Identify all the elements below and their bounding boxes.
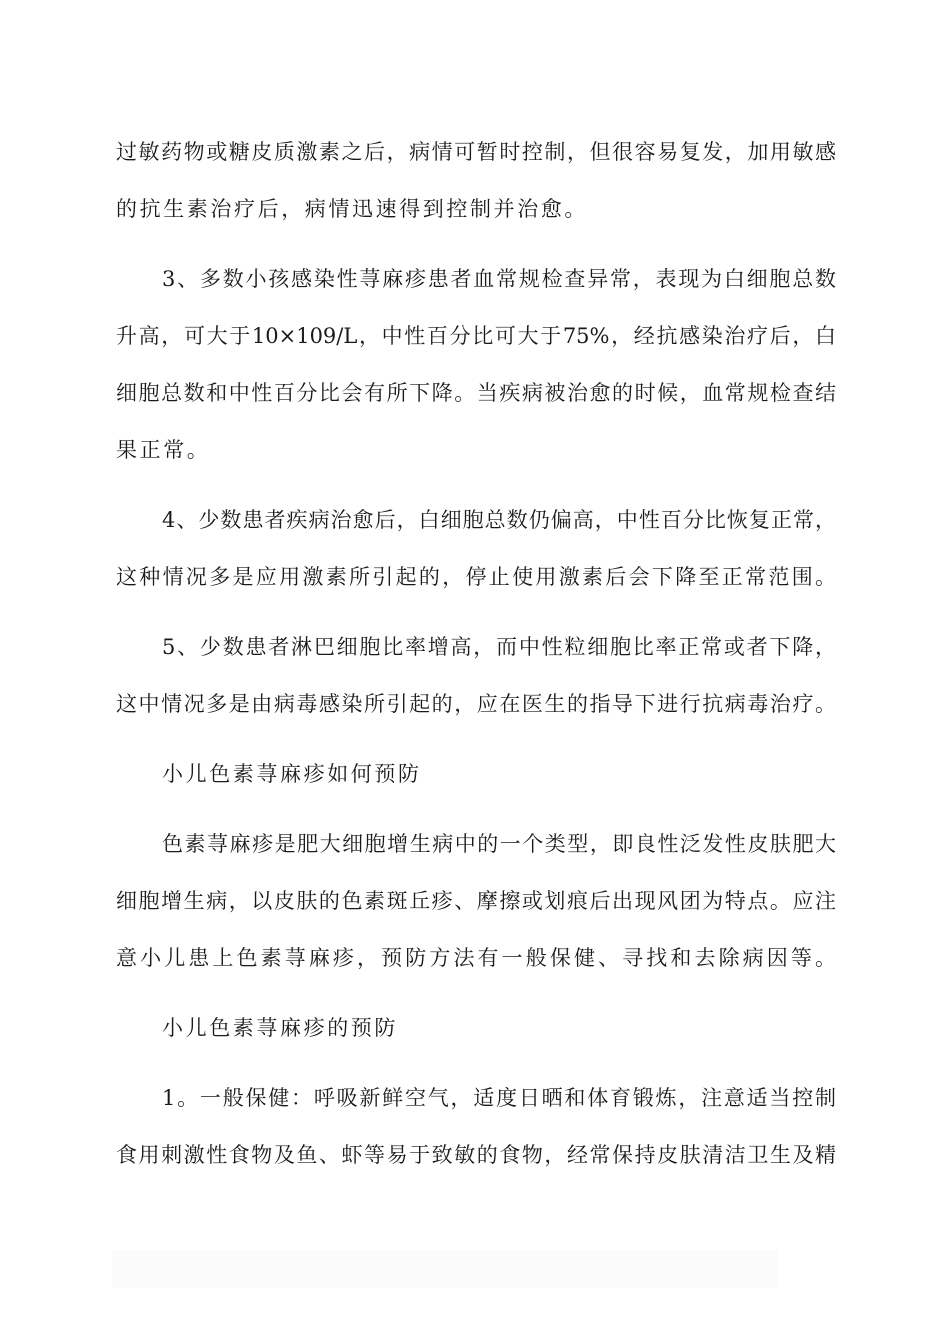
paragraph-line: 色素荨麻疹是肥大细胞增生病中的一个类型，即良性泛发性皮肤肥大 (162, 832, 836, 856)
paragraph-line: 细胞增生病，以皮肤的色素斑丘疹、摩擦或划痕后出现风团为特点。应注 (116, 889, 836, 913)
paragraph-line: 这中情况多是由病毒感染所引起的，应在医生的指导下进行抗病毒治疗。 (116, 692, 836, 716)
paragraph-line: 果正常。 (116, 438, 211, 462)
paragraph-line: 1。一般保健：呼吸新鲜空气，适度日晒和体育锻炼，注意适当控制 (162, 1086, 836, 1110)
paragraph-line: 食用刺激性食物及鱼、虾等易于致敏的食物，经常保持皮肤清洁卫生及精 (116, 1143, 836, 1167)
paragraph-line: 5、少数患者淋巴细胞比率增高，而中性粒细胞比率正常或者下降， (162, 635, 836, 659)
paragraph-line: 升高，可大于10×109/L，中性百分比可大于75%，经抗感染治疗后，白 (116, 324, 836, 348)
paragraph-line: 3、多数小孩感染性荨麻疹患者血常规检查异常，表现为白细胞总数 (162, 267, 836, 291)
paragraph-line: 过敏药物或糖皮质激素之后，病情可暂时控制，但很容易复发，加用敏感 (116, 140, 836, 164)
paragraph-line: 细胞总数和中性百分比会有所下降。当疾病被治愈的时候，血常规检查结 (116, 381, 836, 405)
paragraph-line: 4、少数患者疾病治愈后，白细胞总数仍偏高，中性百分比恢复正常， (162, 508, 836, 532)
paragraph-line: 意小儿患上色素荨麻疹，预防方法有一般保健、寻找和去除病因等。 (116, 946, 836, 970)
footer-band (112, 1250, 778, 1288)
section-heading: 小儿色素荨麻疹如何预防 (162, 762, 422, 786)
paragraph-line: 这种情况多是应用激素所引起的，停止使用激素后会下降至正常范围。 (116, 565, 836, 589)
paragraph-line: 的抗生素治疗后，病情迅速得到控制并治愈。 (116, 197, 588, 221)
section-heading: 小儿色素荨麻疹的预防 (162, 1016, 398, 1040)
